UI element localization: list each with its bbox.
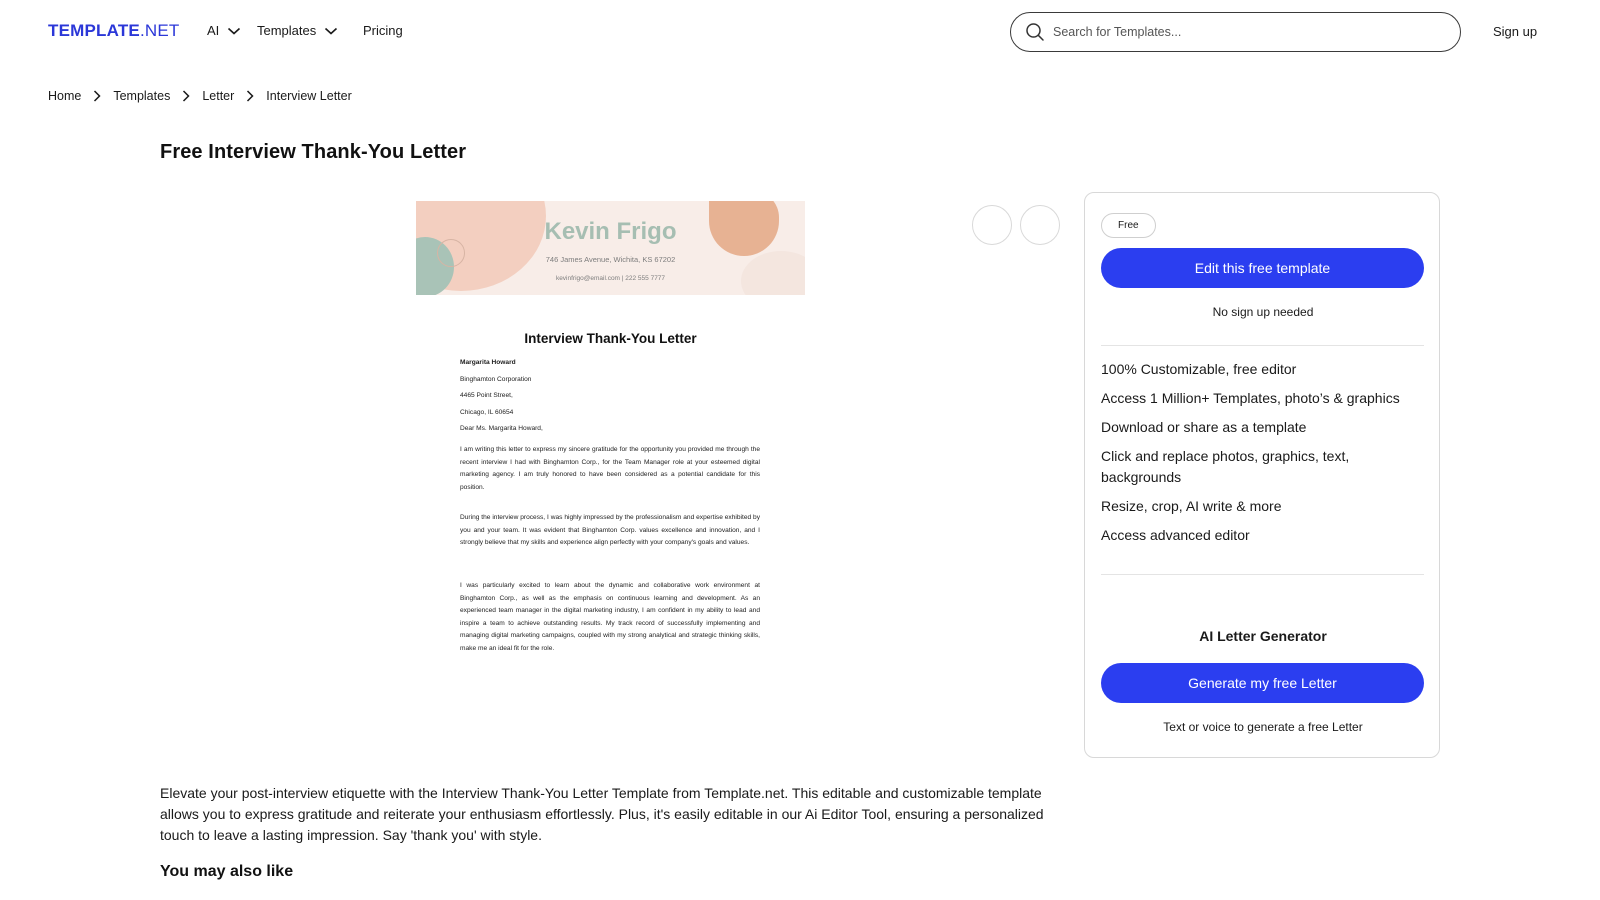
nav-templates-label: Templates (257, 23, 317, 38)
generator-note: Text or voice to generate a free Letter (1163, 720, 1363, 734)
letterhead-name: Kevin Frigo (544, 218, 677, 245)
divider (1101, 345, 1424, 346)
logo-text-bold: TEMPLATE (48, 21, 140, 40)
recipient-street: 4465 Point Street, (460, 392, 513, 400)
share-button[interactable] (1020, 205, 1060, 245)
search-icon (1025, 22, 1045, 42)
favorite-button[interactable] (972, 205, 1012, 245)
feature-list (1101, 359, 1431, 554)
feature-item: 100% Customizable, free editor (1101, 361, 1297, 377)
letter-salutation: Dear Ms. Margarita Howard, (460, 425, 543, 433)
signup-link[interactable]: Sign up (1493, 24, 1538, 39)
template-preview[interactable] (416, 201, 805, 671)
letterhead-address: 746 James Avenue, Wichita, KS 67202 (545, 255, 676, 264)
page-title: Free Interview Thank-You Letter (160, 141, 467, 163)
feature-item: Download or share as a template (1101, 419, 1307, 435)
breadcrumb-templates[interactable]: Templates (113, 89, 171, 103)
letter-paragraph: I am writing this letter to express my sincere gratitude for the opportunity you provided me through the recent interview I had with Binghamton Corp., for the Team Manager role at your esteemed digital marketing agency. I am truly honored to have been considered as a potential candidate for this position. (460, 446, 760, 491)
template-action-card (1084, 192, 1440, 758)
no-signup-note: No sign up needed (1212, 305, 1314, 319)
edit-template-button[interactable]: Edit this free template (1101, 248, 1424, 288)
feature-item: Click and replace photos, graphics, text, backgrounds (1101, 448, 1350, 485)
chevron-down-icon (227, 26, 241, 36)
nav-templates-dropdown[interactable] (257, 23, 338, 38)
template-description: Elevate your post-interview etiquette with the Interview Thank-You Letter Template from Template.net. This editable and customizable template allows you to express gratitude and reiterate your enthusiasm effortlessly. Plus, it's easily editable in our Ai Editor Tool, ensuring a personalized touch to leave a lasting impression. Say 'thank you' with style. (160, 785, 1044, 843)
chevron-right-icon (240, 89, 260, 103)
letter-title: Interview Thank-You Letter (524, 331, 697, 346)
site-logo[interactable] (48, 21, 179, 41)
chevron-right-icon (176, 89, 196, 103)
feature-item: Access advanced editor (1101, 527, 1250, 543)
recipient-block (460, 355, 760, 438)
nav-ai-label: AI (207, 23, 220, 38)
search-box[interactable] (1010, 12, 1461, 52)
search-input[interactable] (1053, 25, 1433, 39)
letterhead-banner (416, 201, 805, 295)
related-heading: You may also like (160, 863, 294, 880)
recipient-name: Margarita Howard (460, 359, 516, 366)
breadcrumb-letter[interactable]: Letter (202, 89, 235, 103)
breadcrumb-home[interactable]: Home (48, 89, 82, 103)
recipient-city: Chicago, IL 60654 (460, 408, 514, 416)
recipient-company: Binghamton Corporation (460, 375, 532, 383)
chevron-down-icon (324, 26, 338, 36)
nav-ai-dropdown[interactable] (207, 23, 241, 38)
letterhead-contact: kevinfrigo@email.com | 222 555 7777 (555, 275, 666, 282)
feature-item: Resize, crop, AI write & more (1101, 498, 1282, 514)
letter-paragraph: I was particularly excited to learn about the dynamic and collaborative work environment at Binghamton Corp., as well as the emphasis on continuous learning and development. As an experienced team manager in the digital marketing industry, I am confident in my ability to lead and inspire a team to achieve outstanding results. My track record of successfully implementing and managing digital marketing campaigns, coupled with my strong analytical and strategic thinking skills, make me an ideal fit for the role. (460, 582, 760, 652)
divider (1101, 574, 1424, 575)
nav-pricing-link[interactable] (363, 23, 403, 38)
chevron-right-icon (87, 89, 107, 103)
generate-letter-button[interactable]: Generate my free Letter (1101, 663, 1424, 703)
letter-paragraph: During the interview process, I was highly impressed by the professionalism and expertise exhibited by you and your team. It was evident that Binghamton Corp. values excellence and innovation, and I strongly believe that my skills and experience align perfectly with your company's goals and values. (460, 514, 760, 547)
site-header (0, 0, 1600, 64)
ai-generator-title: AI Letter Generator (1199, 628, 1327, 644)
feature-item: Access 1 Million+ Templates, photo’s & graphics (1101, 390, 1400, 406)
nav-pricing-label: Pricing (363, 23, 403, 38)
breadcrumb (48, 89, 352, 103)
breadcrumb-interview-letter[interactable]: Interview Letter (266, 89, 352, 103)
free-badge: Free (1101, 213, 1156, 238)
logo-text-suffix: .NET (139, 21, 180, 40)
